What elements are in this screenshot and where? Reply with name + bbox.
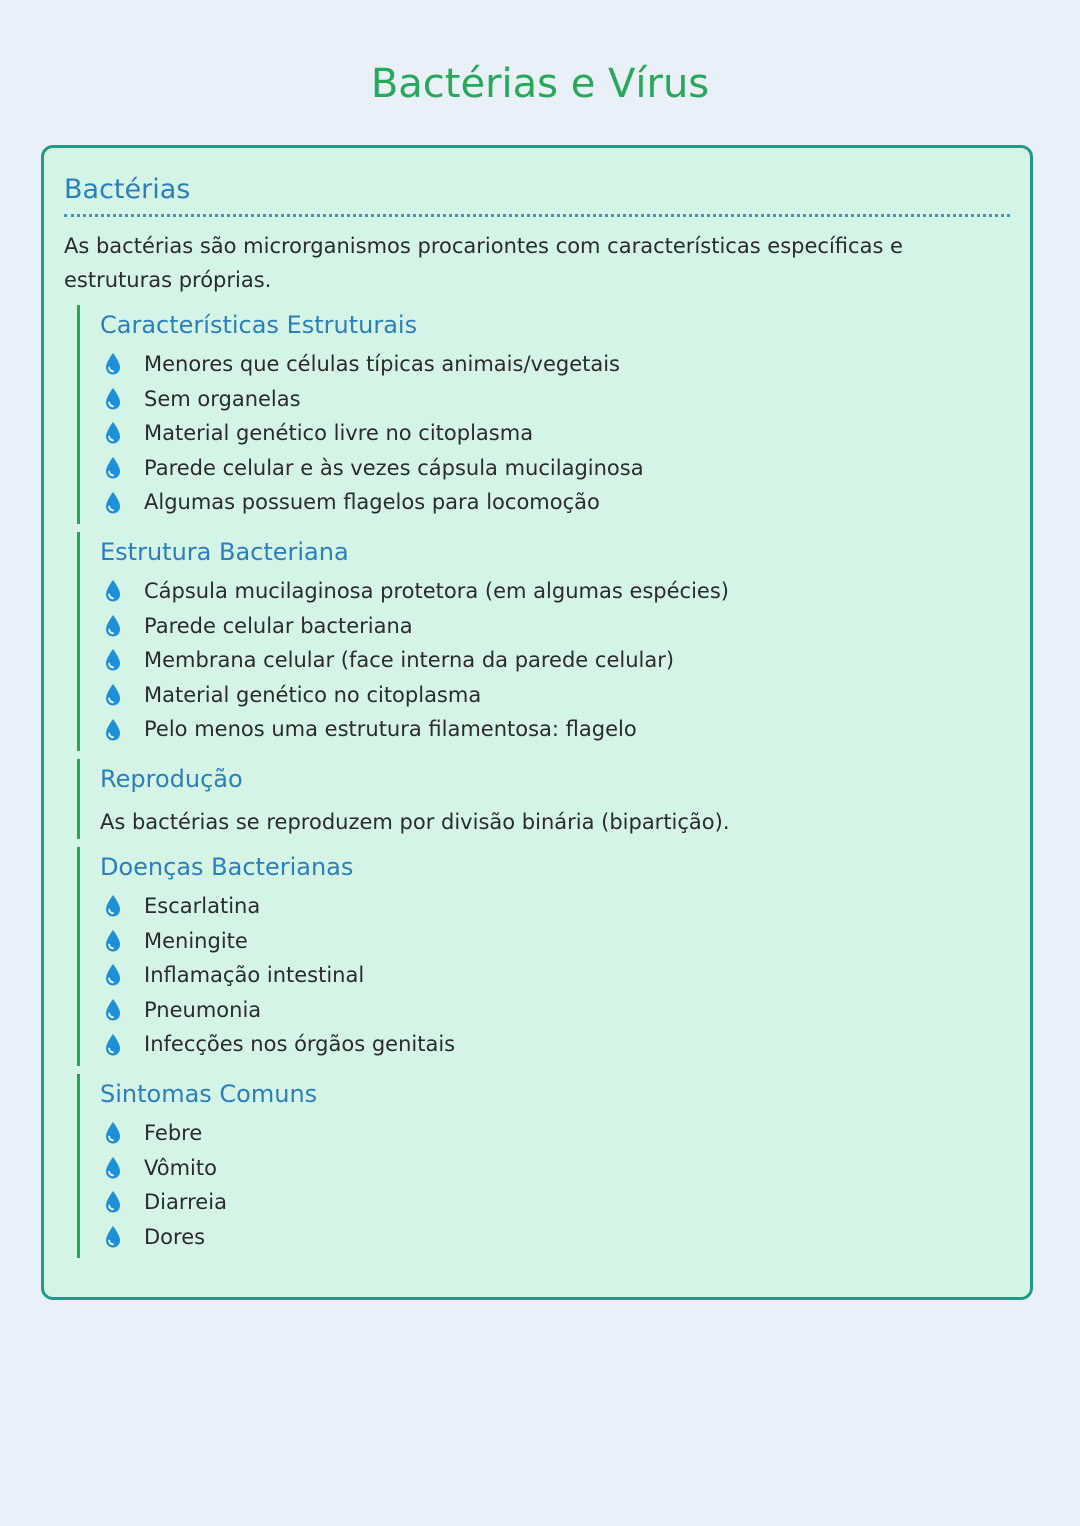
list-item bbox=[100, 1151, 1010, 1186]
water-drop-icon bbox=[104, 963, 122, 987]
card-intro: As bactérias são microrganismos procariontes com características específicas e estruturas próprias. bbox=[64, 234, 903, 292]
list-item bbox=[100, 1116, 1010, 1151]
bullet-list bbox=[100, 347, 1010, 524]
water-drop-icon bbox=[104, 718, 122, 742]
section-title: Doenças Bacterianas bbox=[100, 852, 354, 881]
list-item bbox=[100, 1220, 1010, 1255]
list-item bbox=[100, 574, 1010, 609]
water-drop-icon bbox=[104, 421, 122, 445]
list-item-text: Sem organelas bbox=[144, 386, 301, 411]
bullet-list bbox=[100, 889, 1010, 1066]
card-title: Bactérias bbox=[64, 172, 1010, 217]
list-item-text: Escarlatina bbox=[144, 893, 261, 918]
list-item bbox=[100, 993, 1010, 1028]
water-drop-icon bbox=[104, 1033, 122, 1057]
list-item-text: Pelo menos uma estrutura filamentosa: flagelo bbox=[144, 717, 637, 742]
list-item-text: Inflamação intestinal bbox=[144, 963, 365, 988]
section-text: As bactérias se reproduzem por divisão binária (bipartição). bbox=[100, 809, 730, 834]
section-reproduction bbox=[77, 759, 1010, 839]
list-item bbox=[100, 347, 1010, 382]
list-item-text: Parede celular bacteriana bbox=[144, 613, 413, 638]
list-item bbox=[100, 382, 1010, 417]
list-item-text: Vômito bbox=[144, 1155, 217, 1180]
list-item-text: Meningite bbox=[144, 928, 248, 953]
water-drop-icon bbox=[104, 683, 122, 707]
section-title: Características Estruturais bbox=[100, 311, 418, 339]
water-drop-icon bbox=[104, 1121, 122, 1145]
bacteria-card bbox=[41, 145, 1033, 1300]
water-drop-icon bbox=[104, 1225, 122, 1249]
water-drop-icon bbox=[104, 456, 122, 480]
water-drop-icon bbox=[104, 648, 122, 672]
list-item-text: Febre bbox=[144, 1120, 203, 1145]
list-item bbox=[100, 643, 1010, 678]
water-drop-icon bbox=[104, 929, 122, 953]
water-drop-icon bbox=[104, 387, 122, 411]
list-item-text: Infecções nos órgãos genitais bbox=[144, 1032, 456, 1057]
water-drop-icon bbox=[104, 579, 122, 603]
water-drop-icon bbox=[104, 998, 122, 1022]
list-item bbox=[100, 924, 1010, 959]
section-title: Reprodução bbox=[100, 764, 243, 793]
list-item bbox=[100, 609, 1010, 644]
list-item-text: Menores que células típicas animais/vegetais bbox=[144, 352, 620, 376]
list-item-text: Material genético livre no citoplasma bbox=[144, 421, 534, 446]
water-drop-icon bbox=[104, 352, 122, 376]
list-item-text: Parede celular e às vezes cápsula mucilaginosa bbox=[144, 455, 644, 480]
list-item-text: Material genético no citoplasma bbox=[144, 682, 482, 707]
list-item-text: Cápsula mucilaginosa protetora (em algumas espécies) bbox=[144, 578, 729, 603]
list-item-text: Diarreia bbox=[144, 1190, 227, 1215]
list-item-text: Dores bbox=[144, 1224, 206, 1249]
section-title: Sintomas Comuns bbox=[100, 1079, 318, 1108]
list-item bbox=[100, 889, 1010, 924]
section-bacterial-structure bbox=[77, 532, 1010, 751]
list-item bbox=[100, 1027, 1010, 1062]
water-drop-icon bbox=[104, 894, 122, 918]
list-item bbox=[100, 1185, 1010, 1220]
water-drop-icon bbox=[104, 491, 122, 515]
list-item bbox=[100, 712, 1010, 747]
water-drop-icon bbox=[104, 1156, 122, 1180]
section-bacterial-diseases bbox=[77, 847, 1010, 1066]
list-item bbox=[100, 485, 1010, 520]
page-title: Bactérias e Vírus bbox=[370, 61, 710, 107]
bullet-list bbox=[100, 574, 1010, 751]
list-item bbox=[100, 416, 1010, 451]
list-item bbox=[100, 678, 1010, 713]
section-structural-characteristics bbox=[77, 305, 1010, 524]
section-common-symptoms bbox=[77, 1074, 1010, 1258]
water-drop-icon bbox=[104, 614, 122, 638]
list-item-text: Pneumonia bbox=[144, 997, 262, 1022]
list-item bbox=[100, 451, 1010, 486]
list-item-text: Membrana celular (face interna da parede celular) bbox=[144, 648, 675, 673]
water-drop-icon bbox=[104, 1190, 122, 1214]
section-title: Estrutura Bacteriana bbox=[100, 537, 349, 566]
bullet-list bbox=[100, 1116, 1010, 1258]
list-item-text: Algumas possuem flagelos para locomoção bbox=[144, 490, 600, 515]
list-item bbox=[100, 958, 1010, 993]
